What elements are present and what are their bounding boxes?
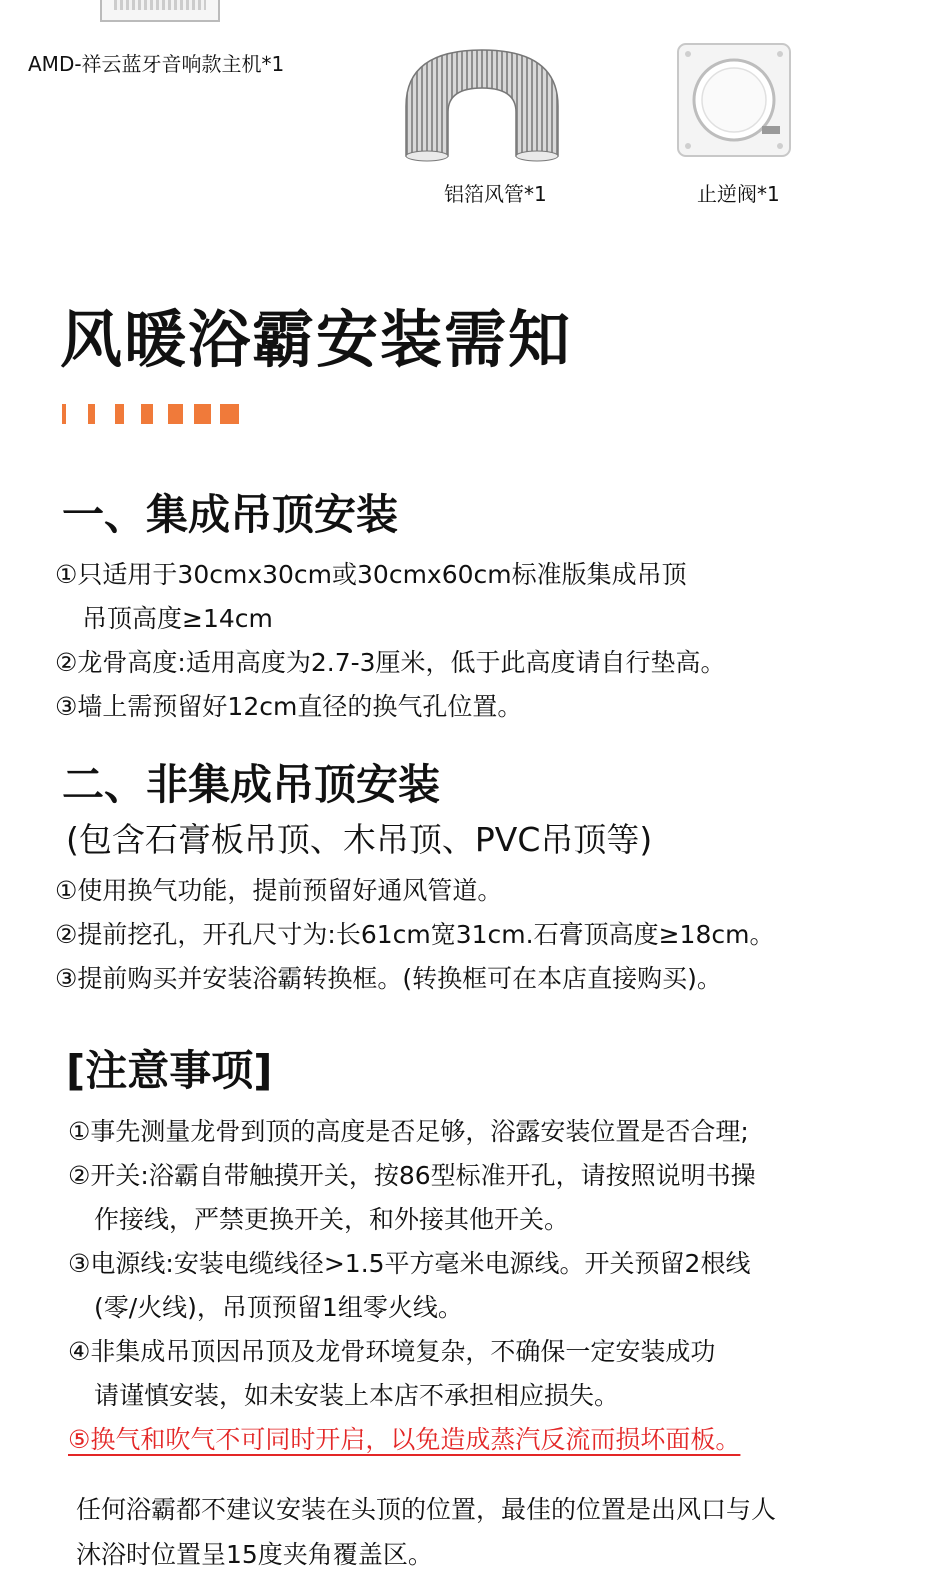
warning-line: ⑤换气和吹气不可同时开启，以免造成蒸汽反流而损坏面板。: [68, 1425, 741, 1454]
footer-line: 任何浴霸都不建议安装在头顶的位置，最佳的位置是出风口与人: [76, 1495, 777, 1524]
note-line: 请谨慎安装，如未安装上本店不承担相应损失。: [94, 1381, 620, 1410]
note-line: ④非集成吊顶因吊顶及龙骨环境复杂，不确保一定安装成功: [68, 1337, 716, 1366]
accent-bar: [62, 404, 66, 424]
note-line: ②开关:浴霸自带触摸开关，按86型标准开孔，请按照说明书操: [68, 1161, 756, 1190]
aluminum-duct-icon: [396, 44, 568, 162]
section-line: 吊顶高度≥14cm: [82, 604, 273, 633]
accent-bar: [141, 404, 153, 424]
section-heading: 一、集成吊顶安装: [62, 490, 399, 539]
section-subtitle: (包含石膏板吊顶、木吊顶、PVC吊顶等): [66, 820, 653, 859]
section-line: ①只适用于30cmx30cm或30cmx60cm标准版集成吊顶: [55, 560, 687, 589]
note-line: (零/火线)，吊顶预留1组零火线。: [94, 1293, 463, 1322]
accent-bar: [168, 404, 183, 424]
note-line: ①事先测量龙骨到顶的高度是否足够，浴露安装位置是否合理;: [68, 1117, 749, 1146]
accent-bar: [194, 404, 211, 424]
section-line: ②提前挖孔，开孔尺寸为:长61cm宽31cm.石膏顶高度≥18cm。: [55, 920, 775, 949]
section-line: ①使用换气功能，提前预留好通风管道。: [55, 876, 503, 905]
host-unit-icon: [100, 0, 220, 22]
check-valve-icon: [676, 42, 792, 158]
note-line: ③电源线:安装电缆线径>1.5平方毫米电源线。开关预留2根线: [68, 1249, 751, 1278]
product-caption: 止逆阀*1: [697, 182, 780, 206]
accent-bar: [88, 404, 95, 424]
main-title: 风暖浴霸安装需知: [60, 303, 573, 376]
accent-bar: [220, 404, 239, 424]
section-line: ②龙骨高度:适用高度为2.7-3厘米，低于此高度请自行垫高。: [55, 648, 726, 677]
section-line: ③提前购买并安装浴霸转换框。(转换框可在本店直接购买)。: [55, 964, 722, 993]
product-caption: AMD-祥云蓝牙音响款主机*1: [28, 52, 285, 76]
section-line: ③墙上需预留好12cm直径的换气孔位置。: [55, 692, 523, 721]
accent-bar: [115, 404, 124, 424]
section-heading: 二、非集成吊顶安装: [62, 760, 441, 809]
footer-line: 沐浴时位置呈15度夹角覆盖区。: [76, 1540, 433, 1569]
note-line: 作接线，严禁更换开关，和外接其他开关。: [94, 1205, 570, 1234]
notes-heading: [注意事项]: [66, 1046, 273, 1095]
product-caption: 铝箔风管*1: [444, 182, 547, 206]
